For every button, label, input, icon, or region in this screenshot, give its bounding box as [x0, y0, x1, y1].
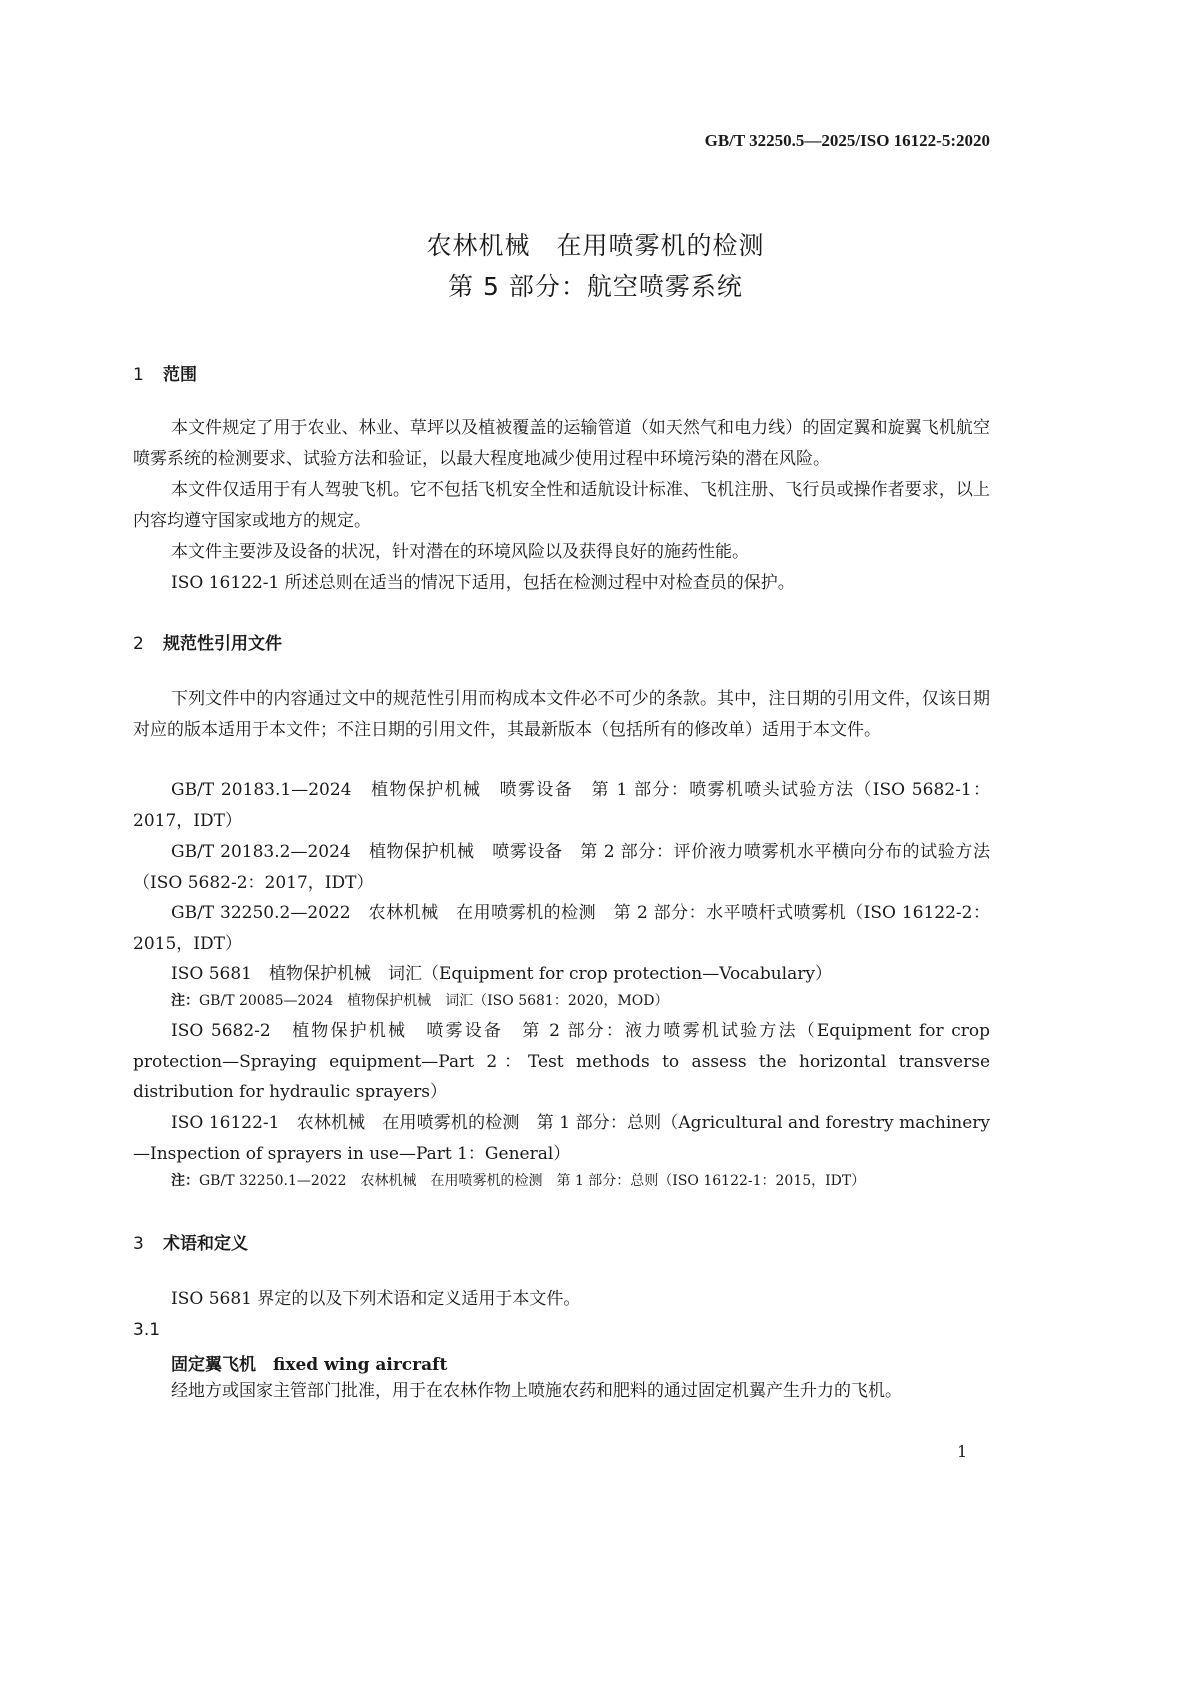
- reference-item: ISO 16122-1 农林机械 在用喷雾机的检测 第 1 部分：总则（Agricultural and forestry machinery—Inspection of sprayers in use—Part 1：General）: [133, 1113, 990, 1164]
- note: 注：GB/T 20085—2024 植物保护机械 词汇（ISO 5681：2020，MOD）: [171, 993, 669, 1009]
- section-heading-1: 1 范围: [133, 365, 197, 385]
- note: 注：GB/T 32250.1—2022 农林机械 在用喷雾机的检测 第 1 部分：总则（ISO 16122-1：2015，IDT）: [171, 1173, 866, 1189]
- section-heading-2: 2 规范性引用文件: [133, 634, 282, 654]
- standard-number: GB/T 32250.5—2025/ISO 16122-5:2020: [704, 131, 990, 150]
- reference-item: ISO 5681 植物保护机械 词汇（Equipment for crop protection—Vocabulary）: [171, 964, 832, 984]
- reference-item: GB/T 20183.2—2024 植物保护机械 喷雾设备 第 2 部分：评价液力喷雾机水平横向分布的试验方法（ISO 5682-2：2017，IDT）: [133, 842, 990, 893]
- section-heading-3: 3 术语和定义: [133, 1234, 248, 1254]
- reference-item: GB/T 20183.1—2024 植物保护机械 喷雾设备 第 1 部分：喷雾机喷头试验方法（ISO 5682-1：2017，IDT）: [133, 780, 990, 831]
- reference-item: GB/T 32250.2—2022 农林机械 在用喷雾机的检测 第 2 部分：水平喷杆式喷雾机（ISO 16122-2：2015，IDT）: [133, 903, 990, 954]
- page-number: 1: [957, 1442, 968, 1461]
- paragraph: 本文件主要涉及设备的状况，针对潜在的环境风险以及获得良好的施药性能。: [171, 542, 749, 562]
- paragraph: 本文件仅适用于有人驾驶飞机。它不包括飞机安全性和适航设计标准、飞机注册、飞行员或操作者要求，以上内容均遵守国家或地方的规定。: [133, 480, 990, 531]
- term-number: 3.1: [133, 1320, 161, 1340]
- term-title: 固定翼飞机 fixed wing aircraft: [171, 1355, 448, 1375]
- paragraph: 本文件规定了用于农业、林业、草坪以及植被覆盖的运输管道（如天然气和电力线）的固定翼和旋翼飞机航空喷雾系统的检测要求、试验方法和验证，以最大程度地减少使用过程中环境污染的潜在风险。: [133, 418, 990, 469]
- paragraph: ISO 16122-1 所述总则在适当的情况下适用，包括在检测过程中对检查员的保护。: [171, 573, 795, 593]
- document-subtitle: 第 5 部分：航空喷雾系统: [448, 272, 743, 301]
- term-definition: 经地方或国家主管部门批准，用于在农林作物上喷施农药和肥料的通过固定机翼产生升力的飞机。: [171, 1381, 902, 1401]
- paragraph: ISO 5681 界定的以及下列术语和定义适用于本文件。: [171, 1289, 581, 1309]
- document-title: 农林机械 在用喷雾机的检测: [426, 231, 765, 260]
- paragraph: 下列文件中的内容通过文中的规范性引用而构成本文件必不可少的条款。其中，注日期的引用文件，仅该日期对应的版本适用于本文件；不注日期的引用文件，其最新版本（包括所有的修改单）适用于本文件。: [133, 689, 990, 740]
- reference-item: ISO 5682-2 植物保护机械 喷雾设备 第 2 部分：液力喷雾机试验方法（Equipment for crop protection—Spraying equipment—Part 2：Test methods to assess the horizontal transverse distribution for hydraulic sprayers）: [133, 1021, 990, 1102]
